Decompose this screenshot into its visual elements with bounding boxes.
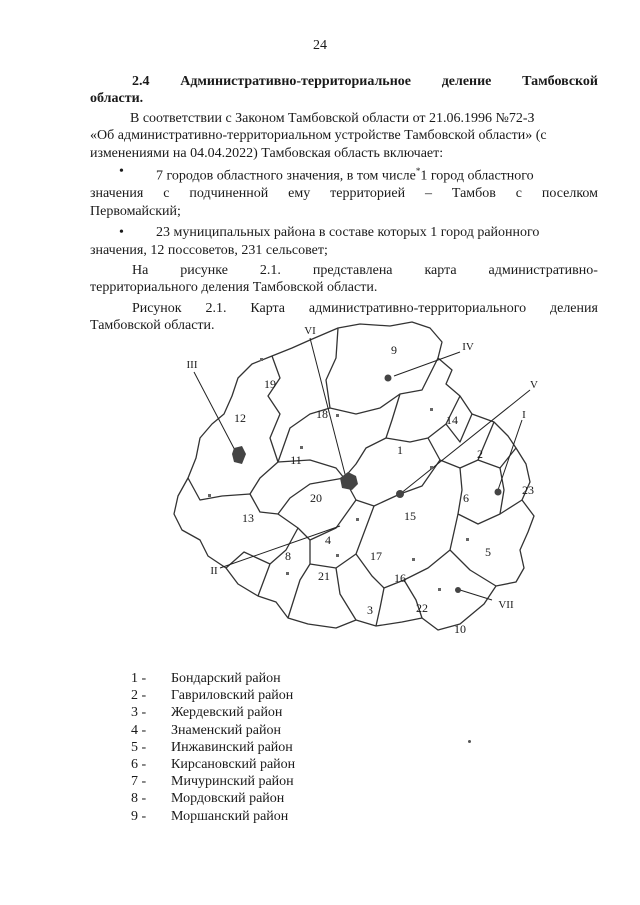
legend-item	[131, 722, 295, 739]
legend-name: Гавриловский район	[171, 688, 294, 704]
caption-word: деления	[549, 300, 598, 316]
region-label: 20	[310, 491, 322, 505]
city-marker-tambov	[340, 472, 358, 490]
section-heading	[90, 73, 598, 108]
settlement-dot	[260, 358, 263, 361]
legend-number: 9 -	[131, 808, 147, 824]
ref-word: представлена	[312, 262, 393, 278]
caption-word: 2.1.	[205, 300, 227, 316]
heading-line-2: области.	[90, 91, 144, 107]
bullet1-line3: Первомайский;	[90, 203, 181, 219]
city-marker-v	[396, 490, 404, 498]
region-label: 4	[325, 533, 331, 547]
legend-number: 2 -	[131, 688, 147, 704]
bullet2-line1: 23 муниципальных района в составе которых 1 город районного	[156, 225, 540, 241]
region-label: 2	[477, 447, 483, 461]
bullet1-line1-end: 1 город областного	[420, 168, 534, 184]
city-marker-iii	[232, 446, 246, 464]
border-line	[288, 540, 310, 618]
settlement-dot	[430, 466, 433, 469]
region-label: 1	[397, 443, 403, 457]
legend-name: Мичуринский район	[171, 774, 294, 790]
border-line	[226, 552, 270, 568]
legend-item	[131, 773, 295, 790]
ref-word: 2.1.	[259, 262, 281, 278]
map-legend	[131, 670, 295, 825]
roman-label-ii: II	[210, 565, 218, 577]
legend-name: Мордовский район	[171, 791, 285, 807]
legend-number: 8 -	[131, 791, 147, 807]
region-number-labels	[234, 343, 534, 636]
heading-word-1: Административно-территориальное	[180, 74, 411, 89]
legend-number: 7 -	[131, 774, 147, 790]
ref-line-1	[90, 262, 598, 279]
caption-word: Карта	[250, 300, 286, 316]
border-line	[344, 394, 400, 478]
ref-word: На	[132, 262, 149, 278]
settlement-dot	[336, 414, 339, 417]
border-line	[278, 460, 344, 478]
footnote-mark: *	[415, 166, 421, 177]
leader-line-v	[400, 390, 530, 494]
region-label: 10	[454, 622, 466, 636]
region-label: 16	[394, 571, 406, 585]
border-line	[336, 568, 356, 620]
region-label: 21	[318, 569, 330, 583]
legend-item	[131, 704, 295, 721]
region-label: 8	[285, 549, 291, 563]
law-line-2: «Об административно-территориальном устройстве Тамбовской области» (с	[90, 128, 547, 144]
ref-line-2: территориального деления Тамбовской области.	[90, 280, 378, 296]
city-marker-vii	[455, 587, 461, 593]
city-marker-iv	[385, 375, 392, 382]
bullet1-line1	[130, 163, 534, 185]
roman-label-v: V	[530, 379, 538, 391]
border-line	[258, 528, 298, 596]
bullet-item-2	[90, 224, 598, 241]
heading-number: 2.4	[132, 74, 150, 89]
region-label: 11	[290, 453, 302, 467]
region-label: 15	[404, 509, 416, 523]
border-line	[478, 448, 516, 468]
heading-word-3: Тамбовской	[522, 74, 598, 89]
page-number: 24	[313, 38, 327, 53]
legend-name: Бондарский район	[171, 671, 281, 686]
leader-line-vii	[460, 590, 492, 600]
legend-item	[131, 670, 295, 687]
roman-labels	[187, 325, 539, 611]
city-marker-i	[495, 489, 502, 496]
region-map	[160, 318, 600, 653]
settlement-dot	[412, 558, 415, 561]
region-label: 14	[446, 413, 458, 427]
ref-word: карта	[424, 262, 457, 278]
caption-word: административно-территориального	[308, 300, 527, 316]
legend-name: Жердевский район	[171, 705, 283, 721]
ref-word: рисунке	[180, 262, 228, 278]
region-label: 6	[463, 491, 469, 505]
caption-word: Рисунок	[132, 300, 182, 316]
legend-item	[131, 790, 295, 807]
legend-item	[131, 687, 295, 704]
region-label: 3	[367, 603, 373, 617]
region-label: 23	[522, 483, 534, 497]
settlement-dot	[300, 446, 303, 449]
law-line-1	[90, 110, 598, 127]
leader-line-ii	[220, 526, 340, 568]
bullet2-line2: значения, 12 поссоветов, 231 сельсовет;	[90, 242, 328, 258]
legend-number: 3 -	[131, 705, 147, 721]
border-line	[310, 506, 374, 568]
border-line	[268, 356, 280, 462]
scan-speck	[468, 740, 471, 743]
bullet1-line2: значения с подчиненной ему территорией – Тамбов с поселком	[90, 186, 598, 202]
map-leader-lines	[194, 338, 530, 600]
legend-name: Инжавинский район	[171, 739, 293, 755]
region-label: 18	[316, 407, 328, 421]
region-label: 13	[242, 511, 254, 525]
region-label: 19	[264, 377, 276, 391]
roman-label-iii: III	[186, 359, 198, 371]
bullet-item-1	[90, 163, 598, 185]
legend-item	[131, 739, 295, 756]
border-line	[344, 460, 440, 506]
legend-number: 1 -	[131, 671, 147, 686]
settlement-dot	[356, 518, 359, 521]
caption-line-2: Тамбовской области.	[90, 318, 215, 334]
legend-name: Кирсановский район	[171, 757, 296, 773]
leader-line-iii	[194, 372, 238, 456]
legend-item	[131, 808, 295, 825]
bullet-symbol: •	[119, 164, 124, 180]
heading-word-2: деление	[441, 74, 492, 89]
settlement-dot	[286, 572, 289, 575]
settlement-dot	[466, 538, 469, 541]
legend-name: Знаменский район	[171, 722, 281, 738]
region-label: 9	[391, 343, 397, 357]
map-svg	[160, 318, 600, 648]
settlement-dot	[336, 554, 339, 557]
region-label: 5	[485, 545, 491, 559]
region-label: 17	[370, 549, 382, 563]
law-line-1-text: В соответствии с Законом Тамбовской области от 21.06.1996 №72-З	[130, 111, 535, 126]
leader-line-iv	[394, 352, 460, 376]
region-label: 22	[416, 601, 428, 615]
roman-label-vi: VI	[304, 325, 316, 337]
settlement-dot	[208, 494, 211, 497]
roman-label-iv: IV	[462, 341, 474, 353]
bullet1-line1-text: 7 городов областного значения, в том числе	[156, 168, 416, 184]
legend-number: 6 -	[131, 757, 147, 773]
law-line-3: изменениями на 04.04.2022) Тамбовская область включает:	[90, 145, 444, 161]
roman-label-vii: VII	[498, 599, 514, 611]
border-line	[376, 588, 384, 626]
legend-number: 5 -	[131, 739, 147, 755]
legend-item	[131, 756, 295, 773]
settlement-dot	[430, 408, 433, 411]
legend-name: Моршанский район	[171, 808, 289, 824]
bullet-symbol-2: •	[119, 225, 124, 241]
body-text	[90, 110, 598, 335]
border-line	[326, 328, 338, 408]
roman-label-i: I	[522, 409, 526, 421]
settlement-dot	[438, 588, 441, 591]
legend-number: 4 -	[131, 722, 147, 738]
caption-line-1	[90, 300, 598, 317]
ref-word: административно-	[488, 262, 598, 278]
region-label: 12	[234, 411, 246, 425]
